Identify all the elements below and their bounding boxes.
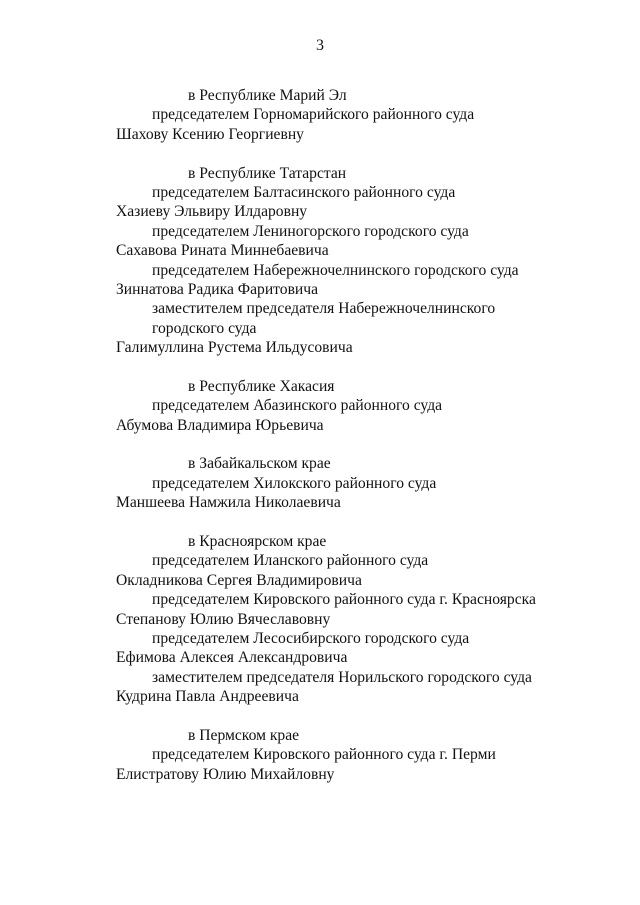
region-section: [116, 164, 616, 358]
appointment-entry: [116, 590, 616, 629]
appointment-entry: [116, 474, 616, 513]
person-name: Степанову Юлию Вячеславовну: [116, 610, 331, 628]
position-title: председателем Лениногорского городского суда: [152, 222, 469, 240]
position-title: заместителем председателя Набережночелнинского: [152, 300, 496, 318]
region-heading: в Республике Хакасия: [188, 377, 335, 395]
appointment-entry: [116, 183, 616, 222]
region-heading: в Республике Татарстан: [188, 164, 347, 182]
person-name: Галимуллина Рустема Ильдусовича: [116, 339, 353, 357]
person-name: Зиннатова Радика Фаритовича: [116, 280, 319, 298]
appointment-entry: [116, 105, 616, 144]
region-section: [116, 726, 616, 784]
section-spacer: [116, 357, 616, 376]
person-name: Елистратову Юлию Михайловну: [116, 765, 335, 783]
appointment-entry: [116, 668, 616, 707]
person-name: Хазиеву Эльвиру Илдаровну: [116, 203, 308, 221]
position-title: председателем Набережночелнинского городского суда: [152, 261, 519, 279]
position-title: председателем Лесосибирского городского суда: [152, 629, 470, 647]
appointment-entry: [116, 261, 616, 300]
position-title: городского суда: [152, 319, 257, 337]
person-name: Окладникова Сергея Владимировича: [116, 571, 362, 589]
region-heading: в Республике Марий Эл: [188, 87, 347, 104]
position-title: председателем Балтасинского районного суда: [152, 183, 456, 201]
section-spacer: [116, 707, 616, 726]
position-title: председателем Абазинского районного суда: [152, 397, 443, 415]
region-heading: в Забайкальском крае: [188, 455, 331, 473]
position-title: председателем Хилокского районного суда: [152, 474, 437, 492]
appointment-entry: [116, 551, 616, 590]
appointment-entry: [116, 396, 616, 435]
appointments-list: [116, 86, 616, 784]
position-title: заместителем председателя Норильского городского суда: [152, 668, 532, 686]
person-name: Кудрина Павла Андреевича: [116, 688, 299, 706]
section-spacer: [116, 144, 616, 163]
appointment-entry: [116, 745, 616, 784]
position-title: председателем Кировского районного суда г. Перми: [152, 746, 496, 764]
region-heading: в Пермском крае: [188, 726, 300, 744]
appointment-entry: [116, 222, 616, 261]
page-number: 3: [316, 37, 324, 54]
person-name: Маншеева Намжила Николаевича: [116, 494, 341, 512]
region-section: [116, 532, 616, 707]
region-heading: в Красноярском крае: [188, 532, 327, 550]
person-name: Ефимова Алексея Александровича: [116, 649, 348, 667]
position-title: председателем Кировского районного суда г. Красноярска: [152, 591, 536, 609]
position-title: председателем Иланского районного суда: [152, 552, 429, 570]
person-name: Сахавова Рината Миннебаевича: [116, 242, 329, 260]
region-section: [116, 454, 616, 512]
section-spacer: [116, 435, 616, 454]
position-title: председателем Горномарийского районного суда: [152, 106, 475, 124]
person-name: Шахову Ксению Георгиевну: [116, 125, 304, 143]
region-section: [116, 377, 616, 435]
person-name: Абумова Владимира Юрьевича: [116, 416, 324, 434]
section-spacer: [116, 513, 616, 532]
appointment-entry: [116, 299, 616, 357]
region-section: [116, 86, 616, 144]
appointment-entry: [116, 629, 616, 668]
